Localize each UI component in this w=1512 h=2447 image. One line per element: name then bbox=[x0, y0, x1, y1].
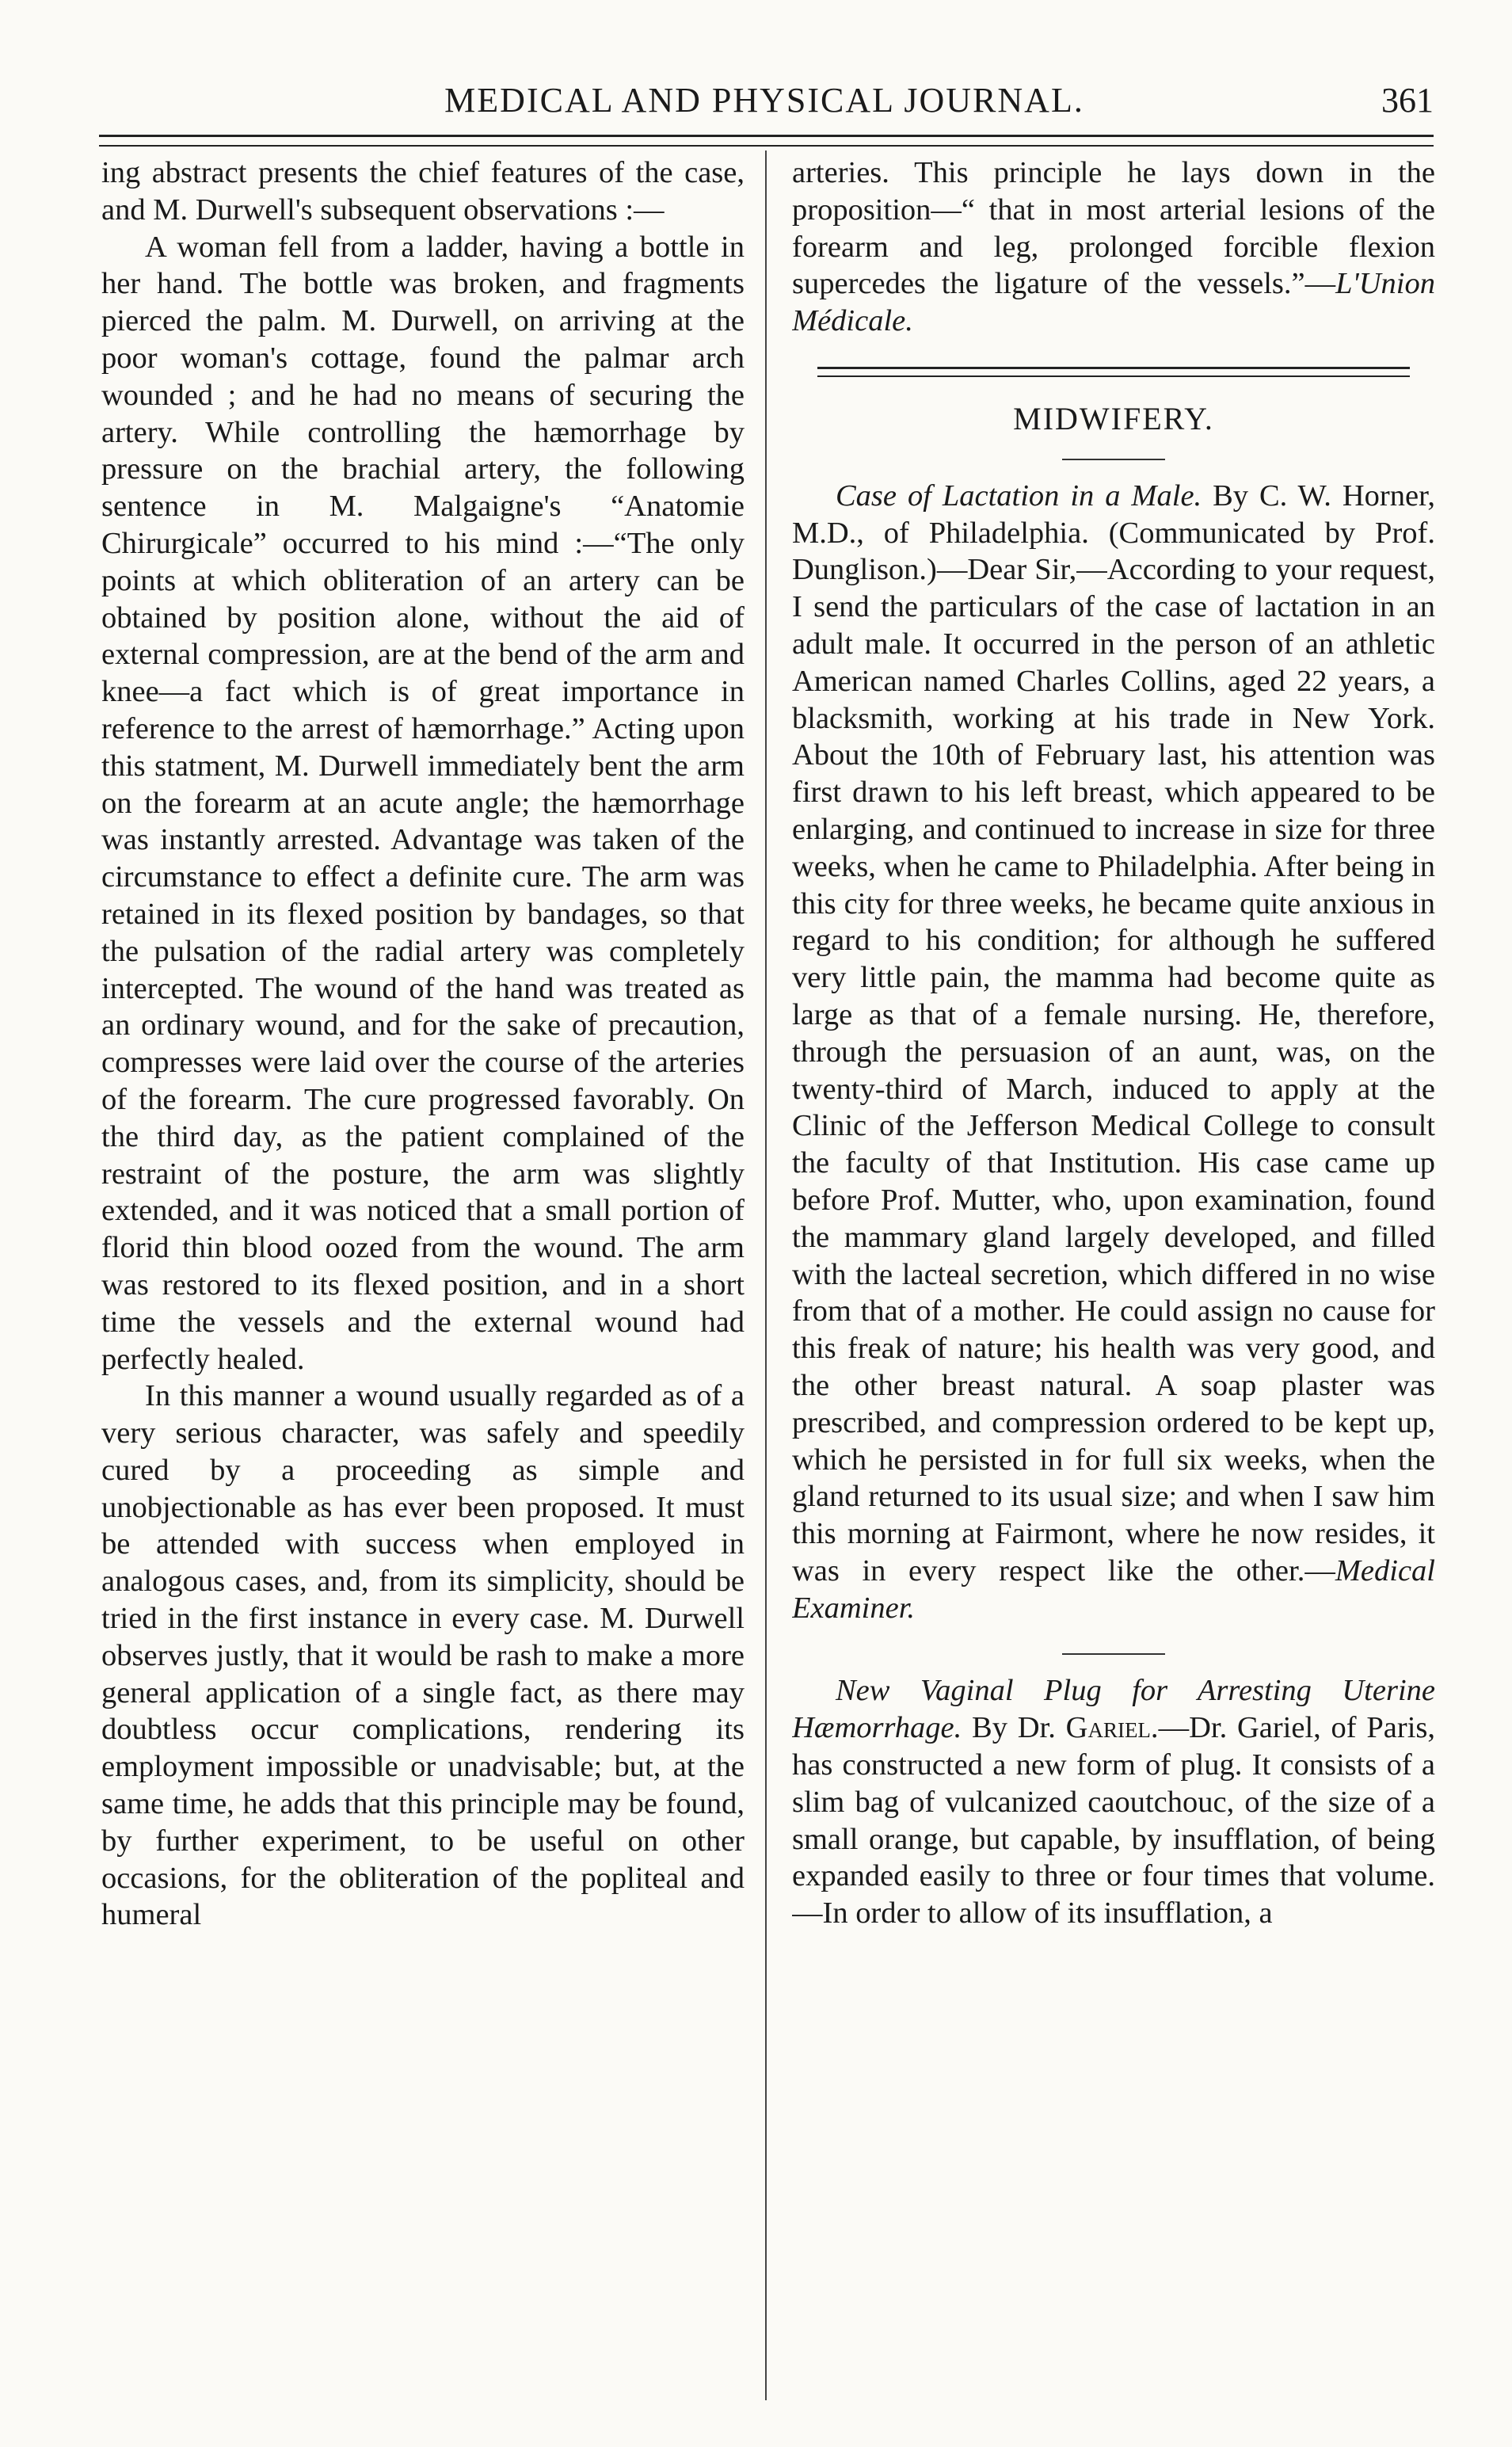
page-header bbox=[95, 73, 1434, 128]
article-byline: By Dr. bbox=[962, 1711, 1066, 1745]
page-number: 361 bbox=[1381, 81, 1434, 120]
article-body: —Dr. Gariel, of Paris, has constructed a new form of plug. It consists of a slim bag of vulcanized caoutchouc, of the size of a small orange, but capable, by insufflation, of being expanded easily to three or four times that volume.—In order to allow of its insufflation, a bbox=[792, 1711, 1435, 1931]
article-title: Case of Lactation in a Male. bbox=[836, 478, 1202, 513]
article-paragraph bbox=[792, 1672, 1435, 1932]
short-rule bbox=[1062, 1653, 1165, 1655]
paragraph-text: arteries. This principle he lays down in the proposition—“ that in most arterial lesions of the forearm and leg, prolonged forcible flexion supercedes the ligature of the vessels.”— bbox=[792, 156, 1435, 301]
left-column bbox=[101, 154, 745, 2396]
source-citation: Medical Examiner. bbox=[792, 1553, 1435, 1625]
section-rule bbox=[817, 367, 1409, 377]
source-citation: L'Union Médicale. bbox=[792, 267, 1435, 338]
header-rule bbox=[99, 135, 1434, 147]
paragraph: In this manner a wound usually regarded as of a very serious character, was safely and speedily cured by a proceeding as simple and unobjectionable as has ever been proposed. It must be attended with success when employed in analogous cases, and, from its simplicity, should be tried in the first instance in every case. M. Durwell observes justly, that it would be rash to make a more general application of a single fact, as there may doubtless occur complications, rendering its employment impossible or unadvisable; but, at the same time, he adds that this principle may be found, by further experiment, to be useful on other occasions, for the obliteration of the popliteal and humeral bbox=[101, 1379, 745, 1932]
paragraph: A woman fell from a ladder, having a bottle in her hand. The bottle was broken, and fragments pierced the palm. M. Durwell, on arriving at the poor woman's cottage, found the palmar arch wounded ; and he had no means of securing the artery. While controlling the hæmorrhage by pressure on the brachial artery, the following sentence in M. Malgaigne's “Anatomie Chirurgicale” occurred to his mind :—“The only points at which obliteration of an artery can be obtained by position alone, without the aid of external compression, are at the bend of the arm and knee—a fact which is of great importance in reference to the arrest of hæmorrhage.” Acting upon this statment, M. Durwell immediately bent the arm on the forearm at an acute angle; the hæmorrhage was instantly arrested. Advantage was taken of the circumstance to effect a definite cure. The arm was retained in its flexed position by bandages, so that the pulsation of the radial artery was completely intercepted. The wound of the hand was treated as an ordinary wound, and for the sake of precaution, compresses were laid over the course of the arteries of the forearm. The cure progressed favorably. On the third day, as the patient complained of the restraint of the posture, the arm was slightly extended, and it was noticed that a small portion of florid thin blood oozed from the wound. The arm was restored to its flexed position, and in a short time the vessels and the external wound had perfectly healed. bbox=[101, 230, 745, 1376]
article-body: By C. W. Horner, M.D., of Philadelphia. (Communicated by Prof. Dunglison.)—Dear Sir,—According to your request, I send the particulars of the case of lactation in an adult male. It occurred in the person of an athletic American named Charles Collins, aged 22 years, a blacksmith, working at his trade in New York. About the 10th of February last, his attention was first drawn to his left breast, which appeared to be enlarging, and continued to increase in size for three weeks, when he came to Philadelphia. After being in this city for three weeks, he became quite anxious in regard to his condition; for although he suffered very little pain, the mamma had become quite as large as that of a female nursing. He, therefore, through the persuasion of an aunt, was, on the twenty-third of March, induced to apply at the Clinic of the Jefferson Medical College to consult the faculty of that Institution. His case came up before Prof. Mutter, who, upon examination, found the mammary gland largely developed, and filled with the lacteal secretion, which differed in no wise from that of a mother. He could assign no cause for this freak of nature; his health was very good, and the other breast natural. A soap plaster was prescribed, and compression ordered to be kept up, which he persisted in for full six weeks, when the gland returned to its usual size; and when I saw him this morning at Fairmont, where he now resides, it was in every respect like the other.— bbox=[792, 478, 1435, 1588]
paragraph: ing abstract presents the chief features of the case, and M. Durwell's subsequent observations :— bbox=[101, 156, 745, 227]
column-divider bbox=[765, 151, 767, 2400]
paragraph bbox=[792, 154, 1435, 340]
article-paragraph bbox=[792, 478, 1435, 1627]
short-rule bbox=[1062, 459, 1165, 460]
section-title: MIDWIFERY. bbox=[1013, 400, 1214, 436]
running-title: MEDICAL AND PHYSICAL JOURNAL. bbox=[444, 81, 1084, 120]
article-author: Gariel. bbox=[1065, 1711, 1159, 1745]
article-title: New Vaginal Plug for Arresting Uterine Hæmorrhage. bbox=[792, 1674, 1435, 1745]
right-column bbox=[792, 154, 1435, 2396]
